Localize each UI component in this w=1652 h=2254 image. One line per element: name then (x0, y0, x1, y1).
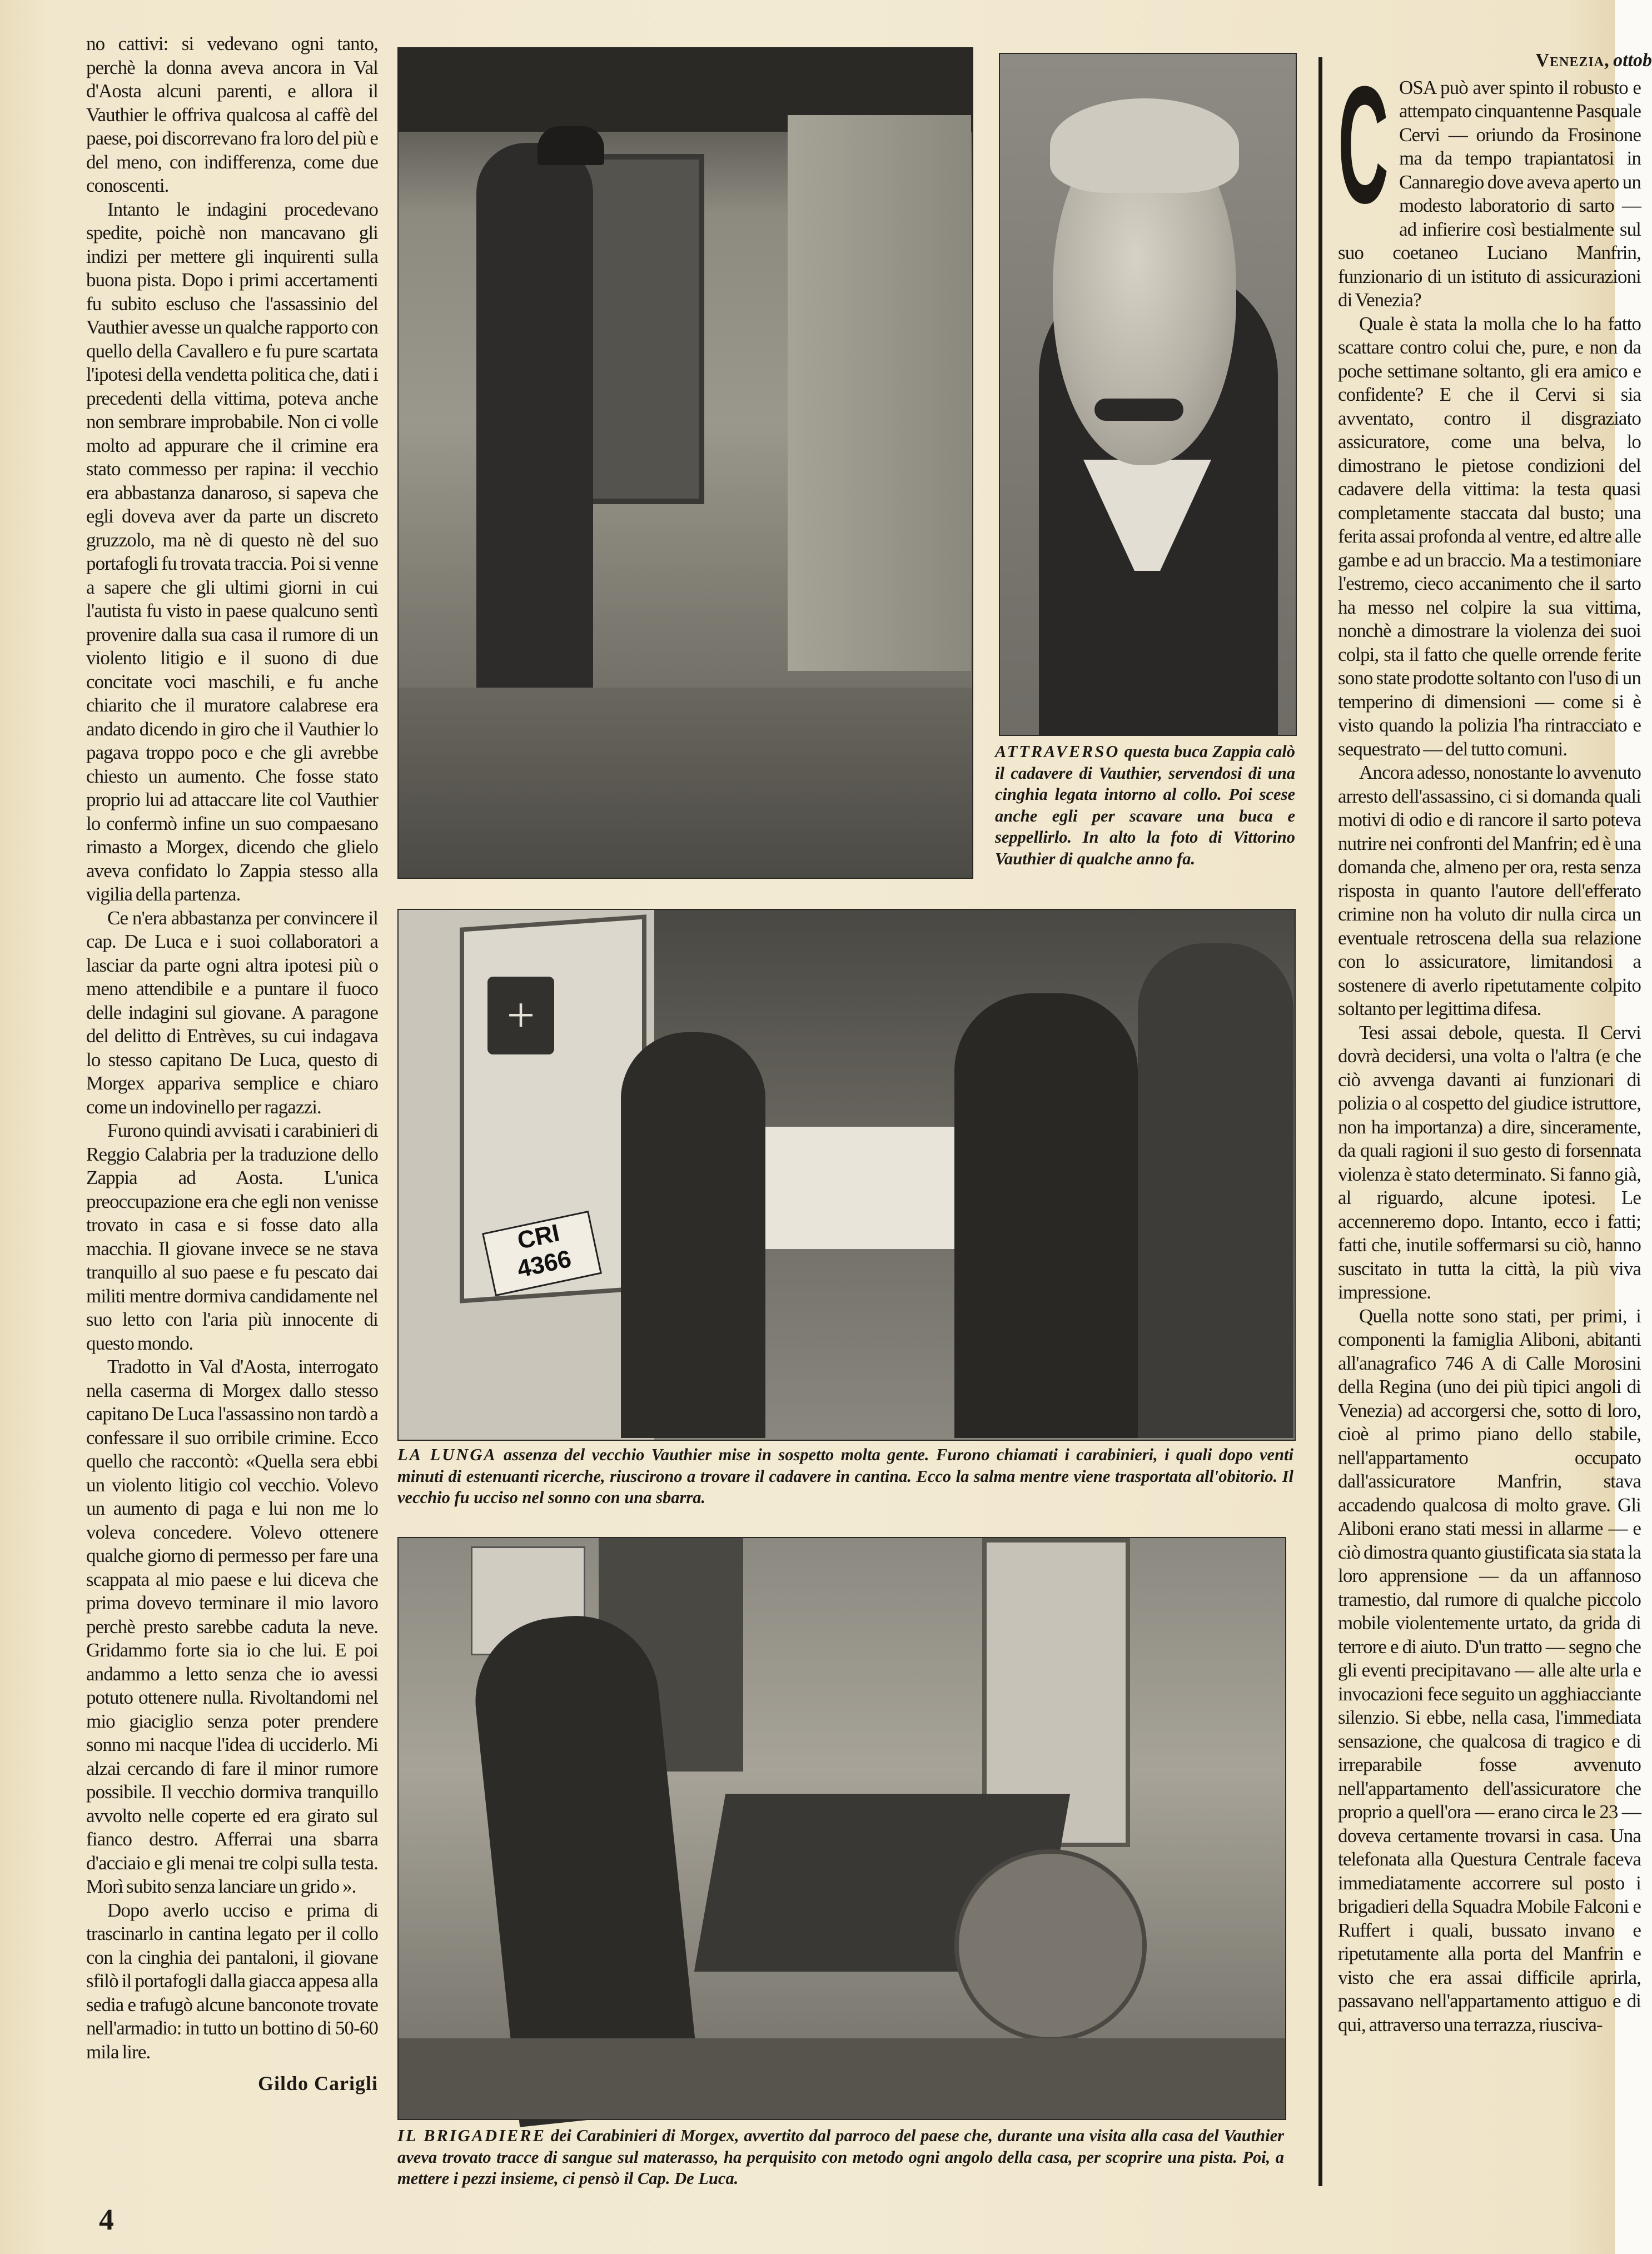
page-number: 4 (99, 2203, 114, 2236)
red-cross-icon: + (506, 988, 535, 1043)
paragraph: Ce n'era abbastanza per convincere il cap. De Luca e i suoi collaboratori a lasciar da parte ogni altra ipotesi più o meno attendibile e a puntare il fuoco delle indagini sul giovane. A paragone del delitto di Entrèves, su cui indagava lo stesso capitano De Luca, questo di Morgex appariva semplice e chiaro come un indovinello per ragazzi. (86, 907, 378, 1118)
license-plate: CRI 4366 (482, 1211, 602, 1296)
photo-brigadier-search (397, 1537, 1286, 2120)
column-divider (1318, 57, 1322, 2186)
caption-stretcher: LA LUNGA assenza del vecchio Vauthier mise in sospetto molta gente. Furono chiamati i carabinieri, i quali dopo venti minuti di estenuanti ricerche, riuscirono a trovare il cadavere in cantina. Ecco la salma mentre viene trasportata all'obitorio. Il vecchio fu ucciso nel sonno con una sbarra. (397, 1445, 1293, 1507)
left-article-column (86, 32, 378, 2096)
paragraph: Intanto le indagini procedevano spedite, poichè non mancavano gli indizi per mettere gli inquirenti sulla buona pista. Dopo i primi accertamenti fu subito escluso che l'assassinio del Vauthier avesse un qualche rapporto con quello della Cavallero e fu pure scartata l'ipotesi della vendetta politica che, dati i precedenti della vittima, poteva anche non sembrare improbabile. Non ci volle molto ad appurare che il crimine era stato commesso per rapina: il vecchio era abbastanza danaroso, si sapeva che egli doveva aver da parte un discreto gruzzolo, ma nè di questo nè del suo portafogli fu trovata traccia. Poi si venne a sapere che gli ultimi giorni in cui l'autista fu visto in paese qualcuno sentì provenire dalla sua casa il rumore di un violento litigio e il suono di due concitate voci maschili, e fu anche chiarito che il muratore calabrese era andato dicendo in giro che il Vauthier lo pagava troppo poco e che gli avrebbe chiesto un aumento. Che fosse stato proprio lui ad attaccare lite col Vauthier lo confermò infine un suo compaesano rimasto a Morgex, dicendo che glielo aveva confidato lo Zappia stesso alla vigilia della partenza. (86, 198, 378, 905)
lead-paragraph: OSA può aver spinto il robusto e attempato cinquantenne Pasquale Cervi — oriundo da Frosinone ma da tempo trapiantatosi in Cannaregio dove aveva aperto un modesto laboratorio di sarto — ad infierire così bestialmente sul suo coetaneo Luciano Manfrin, funzionario di un istituto di assicurazioni di Venezia? (1338, 76, 1641, 311)
paragraph: Ancora adesso, nonostante lo avvenuto arresto dell'assassino, ci si domanda quali motivi di odio e di rancore il sarto poteva nutrire nei confronti del Manfrin; ed è una domanda che, almeno per ora, resta senza risposta in quanto l'autore dell'efferato crimine non ha voluto dir nulla circa un eventuale retroscena della sua relazione con lo assicuratore, limitandosi a sostenere di averlo ripetutamente colpito soltanto per legittima difesa. (1338, 762, 1641, 1019)
right-article-column (1338, 49, 1652, 2037)
author-signature: Gildo Carigli (257, 2072, 378, 2094)
caption-brigadier: IL BRIGADIERE dei Carabinieri di Morgex, avvertito dal parroco del paese che, durante una visita alla casa del Vauthier aveva trovato tracce di sangue sul materasso, ha perquisito con metodo ogni angolo della casa, per scoprire una pista. Poi, a mettere i pezzi insieme, ci pensò il Cap. De Luca. (397, 2126, 1284, 2188)
paragraph: Tradotto in Val d'Aosta, interrogato nella caserma di Morgex dallo stesso capitano De Luca l'assassino non tardò a confessare il suo orribile crimine. Ecco quello che raccontò: «Quella sera ebbi un violento litigio col vecchio. Volevo un aumento di paga e lui non me lo voleva concedere. Volevo ottenere qualche giorno di permesso per fare una scappata al mio paese e lui diceva che prima dovevo terminare il mio lavoro perchè presto sarebbe caduta la neve. Gridammo forte sia io che lui. E poi andammo a letto senza che io avessi potuto ottenere nulla. Rivoltandomi nel mio giaciglio senza poter prendere sonno mi nacque l'idea di ucciderlo. Mi alzai cercando di fare il minor rumore possibile. Il vecchio dormiva tranquillo avvolto nelle coperte ed era girato sul fianco destro. Afferrai una sbarra d'acciaio e gli menai tre colpi sulla testa. Morì subito senza lanciare un grido ». (86, 1356, 378, 1897)
caption-portrait: ATTRAVERSO questa buca Zappia calò il cadavere di Vauthier, servendosi di una cinghia legata intorno al collo. Poi scese anche egli per scavare una buca e seppellirlo. In alto la foto di Vittorino Vauthier di qualche anno fa. (995, 742, 1295, 868)
paragraph: no cattivi: si vedevano ogni tanto, perchè la donna aveva ancora in Val d'Aosta alcuni parenti, e allora il Vauthier le offriva qualcosa al caffè del paese, poi discorrevano fra loro del più e del meno, con indifferenza, come due conoscenti. (86, 33, 378, 196)
dateline: Venezia, ottob (1535, 50, 1652, 71)
photo-stretcher-ambulance (397, 909, 1296, 1441)
paragraph: Tesi assai debole, questa. Il Cervi dovrà decidersi, una volta o l'altra (e che ciò avvenga davanti ai funzionari di polizia o al cospetto del giudice istruttore, non ha importanza) a dire, sinceramente, da quali ragioni il suo gesto di forsennata violenza è stato determinato. Si fanno già, al riguardo, alcune ipotesi. Le accenneremo dopo. Intanto, ecco i fatti; fatti che, inutile soffermarsi su ciò, hanno suscitato in tutta la città, la più viva impressione. (1338, 1021, 1641, 1303)
paragraph: Dopo averlo ucciso e prima di trascinarlo in cantina legato per il collo con la cinghia dei pantaloni, il giovane sfilò il portafogli dalla giacca appesa alla sedia e trafugò alcune banconote trovate nell'armadio: in tutto un bottino di 50-60 mila lire. (86, 1899, 378, 2063)
photo-portrait-vauthier (999, 53, 1297, 736)
drop-cap: C (1338, 51, 1389, 238)
photo-carabiniere-at-hole (397, 47, 973, 879)
right-article-clip (1331, 44, 1652, 2190)
paragraph: Quale è stata la molla che lo ha fatto scattare contro colui che, pure, e non da poche settimane soltanto, gli era amico e confidente? E che il Cervi si sia avventato, contro il disgraziato assicuratore, come una belva, lo dimostrano le pietose condizioni del cadavere della vittima: la testa quasi completamente staccata dal busto; una ferita assai profonda al ventre, ed altre alle gambe e ad un braccio. Ma a testimoniare l'estremo, cieco accanimento che il sarto ha messo nel colpire la sua vittima, nonchè a dimostrare la violenza dei suoi colpi, sta il fatto che quelle orrende ferite sono state prodotte soltanto con l'uso di un temperino di dimensioni — come si è visto quando la polizia l'ha rintracciato e sequestrato — del tutto comuni. (1338, 312, 1641, 760)
paragraph: Quella notte sono stati, per primi, i componenti la famiglia Aliboni, abitanti all'anagrafico 746 A di Calle Morosini della Regina (uno dei più tipici angoli di Venezia) ad accorgersi che, sotto di loro, cioè al primo piano dello stabile, nell'appartamento occupato dall'assicuratore Manfrin, stava accadendo qualcosa di molto grave. Gli Aliboni erano stati messi in allarme — e ciò dimostra quanto giustificata sia stata la loro apprensione — da un affannoso tramestio, dal rumore di qualche piccolo mobile violentemente urtato, da grida di terrore e di aiuto. D'un tratto — segno che gli eventi precipitavano — alle alte urla e invocazioni fece seguito un agghiacciante silenzio. Si ebbe, nella casa, l'immediata sensazione, che qualcosa di tragico e di irreparabile fosse avvenuto nell'appartamento dell'assicuratore che proprio a quell'ora — erano circa le 23 — doveva certamente trovarsi in casa. Una telefonata alla Questura Centrale faceva immediatamente accorrere sul posto i brigadieri della Squadra Mobile Falconi e Ruffert i quali, bussato invano e ripetutamente alla porta del Manfrin e visto che era assai difficile aprirla, passavano nell'appartamento attiguo e di qui, attraverso una terrazza, riusciva- (1338, 1305, 1641, 2036)
paragraph: Furono quindi avvisati i carabinieri di Reggio Calabria per la traduzione dello Zappia ad Aosta. L'unica preoccupazione era che egli non venisse trovato in casa e si fosse dato alla macchia. Il giovane invece se ne stava tranquillo al suo paese e fu pescato dai militi mentre dormiva candidamente nel suo letto con l'aria più innocente di questo mondo. (86, 1119, 378, 1354)
